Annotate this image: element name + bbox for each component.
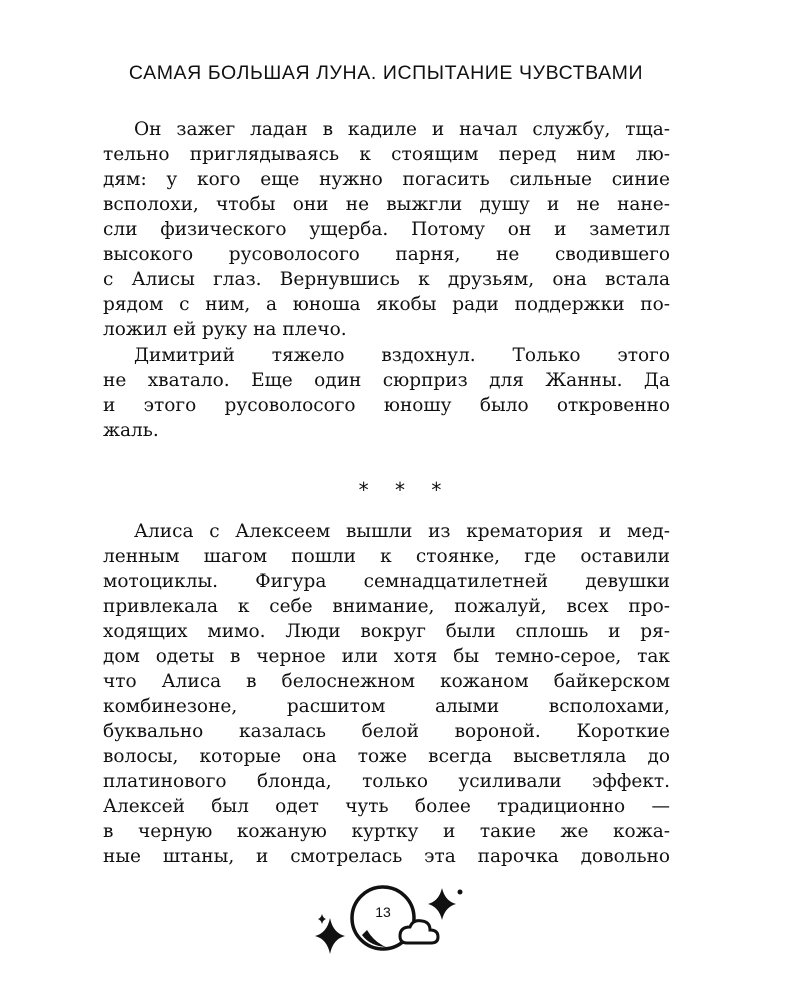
text-line: высокого русоволосого парня, не сводившего	[103, 244, 670, 265]
text-line: Алиса с Алексеем вышли из крематория и мед-	[134, 521, 670, 542]
text-line: ложил ей руку на плечо.	[103, 319, 347, 340]
text-line: с Алисы глаз. Вернувшись к друзьям, она встала	[103, 269, 670, 290]
scene-break-asterisks: * * *	[358, 478, 452, 502]
small-star-icon	[318, 914, 326, 924]
paragraph-2	[103, 343, 670, 443]
text-line: всполохи, чтобы они не выжгли душу и не нане-	[103, 194, 670, 215]
sparkle-star-icon	[428, 888, 456, 920]
paragraph-1	[103, 117, 670, 342]
text-line: мотоциклы. Фигура семнадцатилетней девушки	[103, 571, 670, 592]
text-line: привлекала к себе внимание, пожалуй, всех про-	[103, 596, 670, 617]
text-line: и этого русоволосого юношу было откровенно	[103, 395, 670, 416]
text-line: дом одеты в черное или хотя бы темно-серое, так	[103, 646, 670, 667]
text-line: буквально казалась белой вороной. Короткие	[103, 721, 670, 742]
text-line: комбинезоне, расшитом алыми всполохами,	[103, 696, 670, 717]
sparkle-star-icon	[315, 918, 345, 954]
text-line: жаль.	[103, 420, 159, 441]
paragraph-3	[103, 519, 670, 869]
page-folio	[300, 880, 480, 960]
text-line: сли физического ущерба. Потому он и заметил	[103, 219, 670, 240]
text-line: Он зажег ладан в кадиле и начал службу, тща-	[134, 119, 670, 140]
text-line: дям: у кого еще нужно погасить сильные синие	[103, 169, 670, 190]
text-line: рядом с ним, а юноша якобы ради поддержки по-	[103, 294, 670, 315]
text-line: тельно приглядываясь к стоящим перед ним лю-	[103, 144, 670, 165]
text-line: Димитрий тяжело вздохнул. Только этого	[134, 345, 670, 366]
text-line: ходящих мимо. Люди вокруг были сплошь и ря-	[103, 621, 670, 642]
running-header: САМАЯ БОЛЬШАЯ ЛУНА. ИСПЫТАНИЕ ЧУВСТВАМИ	[128, 62, 644, 84]
text-line: что Алиса в белоснежном кожаном байкерском	[103, 671, 670, 692]
text-line: в черную кожаную куртку и такие же кожа-	[103, 821, 670, 842]
moon-stars-cloud-icon	[300, 880, 480, 960]
text-line: не хватало. Еще один сюрприз для Жанны. Да	[103, 370, 670, 391]
text-line: ленным шагом пошли к стоянке, где оставили	[103, 546, 670, 567]
text-line: Алексей был одет чуть более традиционно —	[103, 796, 670, 817]
text-line: ные штаны, и смотрелась эта парочка довольно	[103, 846, 670, 867]
text-line: платинового блонда, только усиливали эффект.	[103, 771, 670, 792]
page-number: 13	[375, 904, 391, 920]
scene-break	[0, 478, 800, 502]
text-line: волосы, которые она тоже всегда высветляла до	[103, 746, 670, 767]
